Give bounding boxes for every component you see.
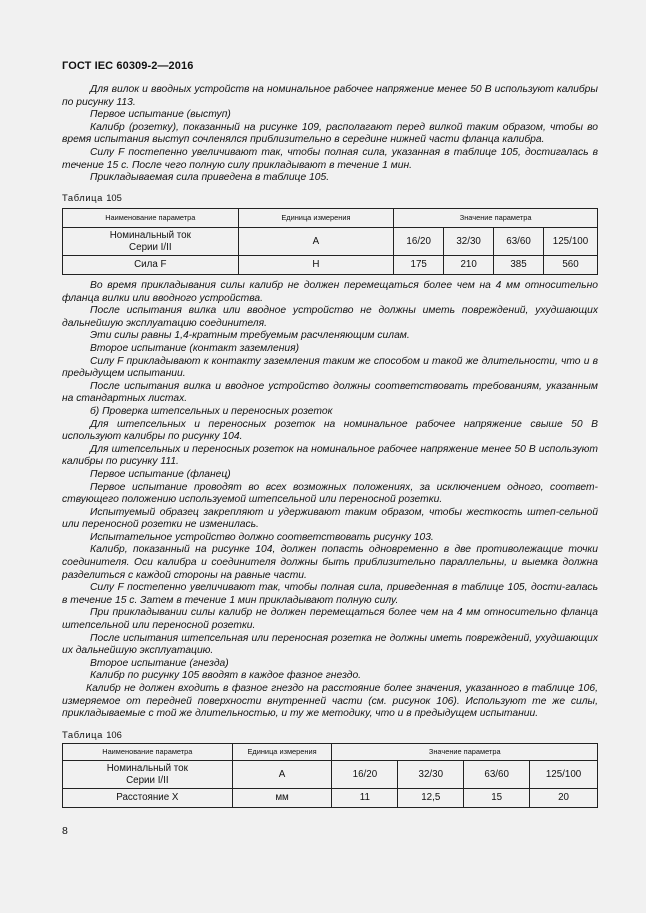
paragraph: Силу F постепенно увеличивают так, чтобы полная сила, указанная в таблице 105, достигалась в течение 15 с. После чего полную силу прикладывают в течение 1 мин.: [62, 146, 598, 171]
param-name-sub: Серии I/II: [126, 774, 169, 786]
table-caption-number: 106: [106, 729, 122, 740]
paragraph: б) Проверка штепсельных и переносных розеток: [90, 405, 333, 417]
value-cell: 32/30: [398, 761, 464, 789]
value-cell: 560: [544, 256, 598, 275]
value-cell: 63/60: [494, 228, 544, 256]
table-caption-number: 105: [106, 192, 122, 203]
param-name-cell: [63, 761, 233, 789]
paragraph: Во время прикладывания силы калибр не должен перемещаться более чем на 4 мм относительно фланца вилки или вводного устройства.: [62, 280, 598, 304]
table-105-caption: [62, 192, 122, 203]
param-name: Номинальный ток: [106, 763, 188, 774]
header-cell: Наименование параметра: [63, 744, 233, 761]
paragraph: Калибр не должен входить в фазное гнездо на расстояние более значения, указанного в таблице 106, измеряемое от передней поверхности внутренней части (см. рисунок 106). Используют те же силы, прикладываемые с той же длительностью, и ту же методику, что и в предыдущем испытании.: [62, 683, 598, 720]
body-block-2: [62, 280, 598, 721]
paragraph: Калибр (розетку), показанный на рисунке 109, располагают перед вилкой таким образом, чтобы во время испытания выступ сочленялся приблизительно в середине нижней части фланца калибра.: [62, 121, 598, 146]
paragraph: Второе испытание (гнезда): [90, 657, 229, 669]
value-cell: 32/30: [444, 228, 494, 256]
param-name: Номинальный ток: [109, 230, 191, 241]
header-cell: Значение параметра: [332, 744, 598, 761]
param-name-sub: Серии I/II: [129, 241, 172, 253]
table-caption-label: Таблица: [62, 192, 103, 203]
paragraph: Первое испытание проводят во всех возможных положениях, за исключением одного, соответ-ствующего положению используемой штепсельной или переносной розетки.: [62, 481, 598, 506]
paragraph: После испытания вилка или вводное устройство не должны иметь повреждений, ухудшающих дальнейшую эксплуатацию соединителя.: [62, 305, 598, 329]
table-row: [63, 228, 598, 256]
header-cell: Единица измерения: [232, 744, 332, 761]
param-name-cell: Расстояние X: [63, 789, 233, 808]
paragraph: Для штепсельных и переносных розеток на номинальное рабочее напряжение свыше 50 В используют калибры по рисунку 104.: [62, 418, 598, 443]
header-cell: Единица измерения: [238, 209, 394, 228]
value-cell: 16/20: [332, 761, 398, 789]
unit-cell: мм: [232, 789, 332, 808]
unit-cell: А: [238, 228, 394, 256]
value-cell: 15: [464, 789, 530, 808]
table-caption-label: Таблица: [62, 729, 103, 740]
table-row: [63, 761, 598, 789]
value-cell: 16/20: [394, 228, 444, 256]
header-cell: Наименование параметра: [63, 209, 239, 228]
paragraph: Для вилок и вводных устройств на номинальное рабочее напряжение менее 50 В используют калибры по рисунку 113.: [62, 84, 598, 108]
param-name-cell: [63, 228, 239, 256]
table-106: [62, 743, 598, 808]
table-row: [63, 789, 598, 808]
unit-cell: Н: [238, 256, 394, 275]
paragraph: Прикладываемая сила приведена в таблице 105.: [90, 172, 330, 184]
value-cell: 210: [444, 256, 494, 275]
value-cell: 20: [530, 789, 598, 808]
paragraph: Первое испытание (фланец): [90, 468, 231, 480]
document-header: ГОСТ IEC 60309-2—2016: [62, 60, 194, 72]
value-cell: 11: [332, 789, 398, 808]
body-block-1: [62, 84, 598, 185]
paragraph: Второе испытание (контакт заземления): [90, 342, 300, 354]
table-105: [62, 208, 598, 275]
paragraph: Силу F прикладывают к контакту заземления таким же способом и такой же длительности, что и в предыдущем испытании.: [62, 355, 598, 380]
value-cell: 175: [394, 256, 444, 275]
header-cell: Значение параметра: [394, 209, 598, 228]
unit-cell: А: [232, 761, 332, 789]
table-106-caption: [62, 729, 122, 740]
value-cell: 125/100: [530, 761, 598, 789]
param-name-cell: Сила F: [63, 256, 239, 275]
table-header-row: [63, 209, 598, 228]
paragraph: При прикладывании силы калибр не должен перемещаться более чем на 4 мм относительно фланца штепсельной или переносной розетки.: [62, 607, 598, 632]
paragraph: После испытания штепсельная или переносная розетка не должны иметь повреждений, ухудшающих их дальнейшую эксплуатацию.: [62, 632, 598, 657]
paragraph: После испытания вилка и вводное устройство должны соответствовать требованиям, указанным на стандартных листах.: [62, 380, 598, 405]
paragraph: Эти силы равны 1,4-кратным требуемым расчленяющим силам.: [90, 330, 410, 342]
page-number: 8: [62, 825, 68, 837]
paragraph: Испытательное устройство должно соответствовать рисунку 103.: [90, 531, 434, 543]
paragraph: Силу F постепенно увеличивают так, чтобы полная сила, приведенная в таблице 105, дости-галась в течение 15 с. Затем в течение 1 мин прикладывают полную силу.: [62, 582, 598, 606]
value-cell: 12,5: [398, 789, 464, 808]
paragraph: Калибр по рисунку 105 вводят в каждое фазное гнездо.: [90, 670, 362, 682]
value-cell: 63/60: [464, 761, 530, 789]
paragraph: Первое испытание (выступ): [90, 109, 231, 121]
table-header-row: [63, 744, 598, 761]
table-row: [63, 256, 598, 275]
paragraph: Испытуемый образец закрепляют и удерживают таким образом, чтобы жесткость штеп-сельной или переносной розетки не изменилась.: [62, 506, 598, 531]
value-cell: 125/100: [544, 228, 598, 256]
paragraph: Калибр, показанный на рисунке 104, должен попасть одновременно в две противолежащие точки соединителя. Оси калибра и соединителя должны быть приблизительно параллельны, и выемка должна разделиться с каждой стороны на равные части.: [62, 544, 598, 581]
value-cell: 385: [494, 256, 544, 275]
paragraph: Для штепсельных и переносных розеток на номинальное рабочее напряжение менее 50 В используют калибры по рисунку 111.: [62, 443, 598, 468]
